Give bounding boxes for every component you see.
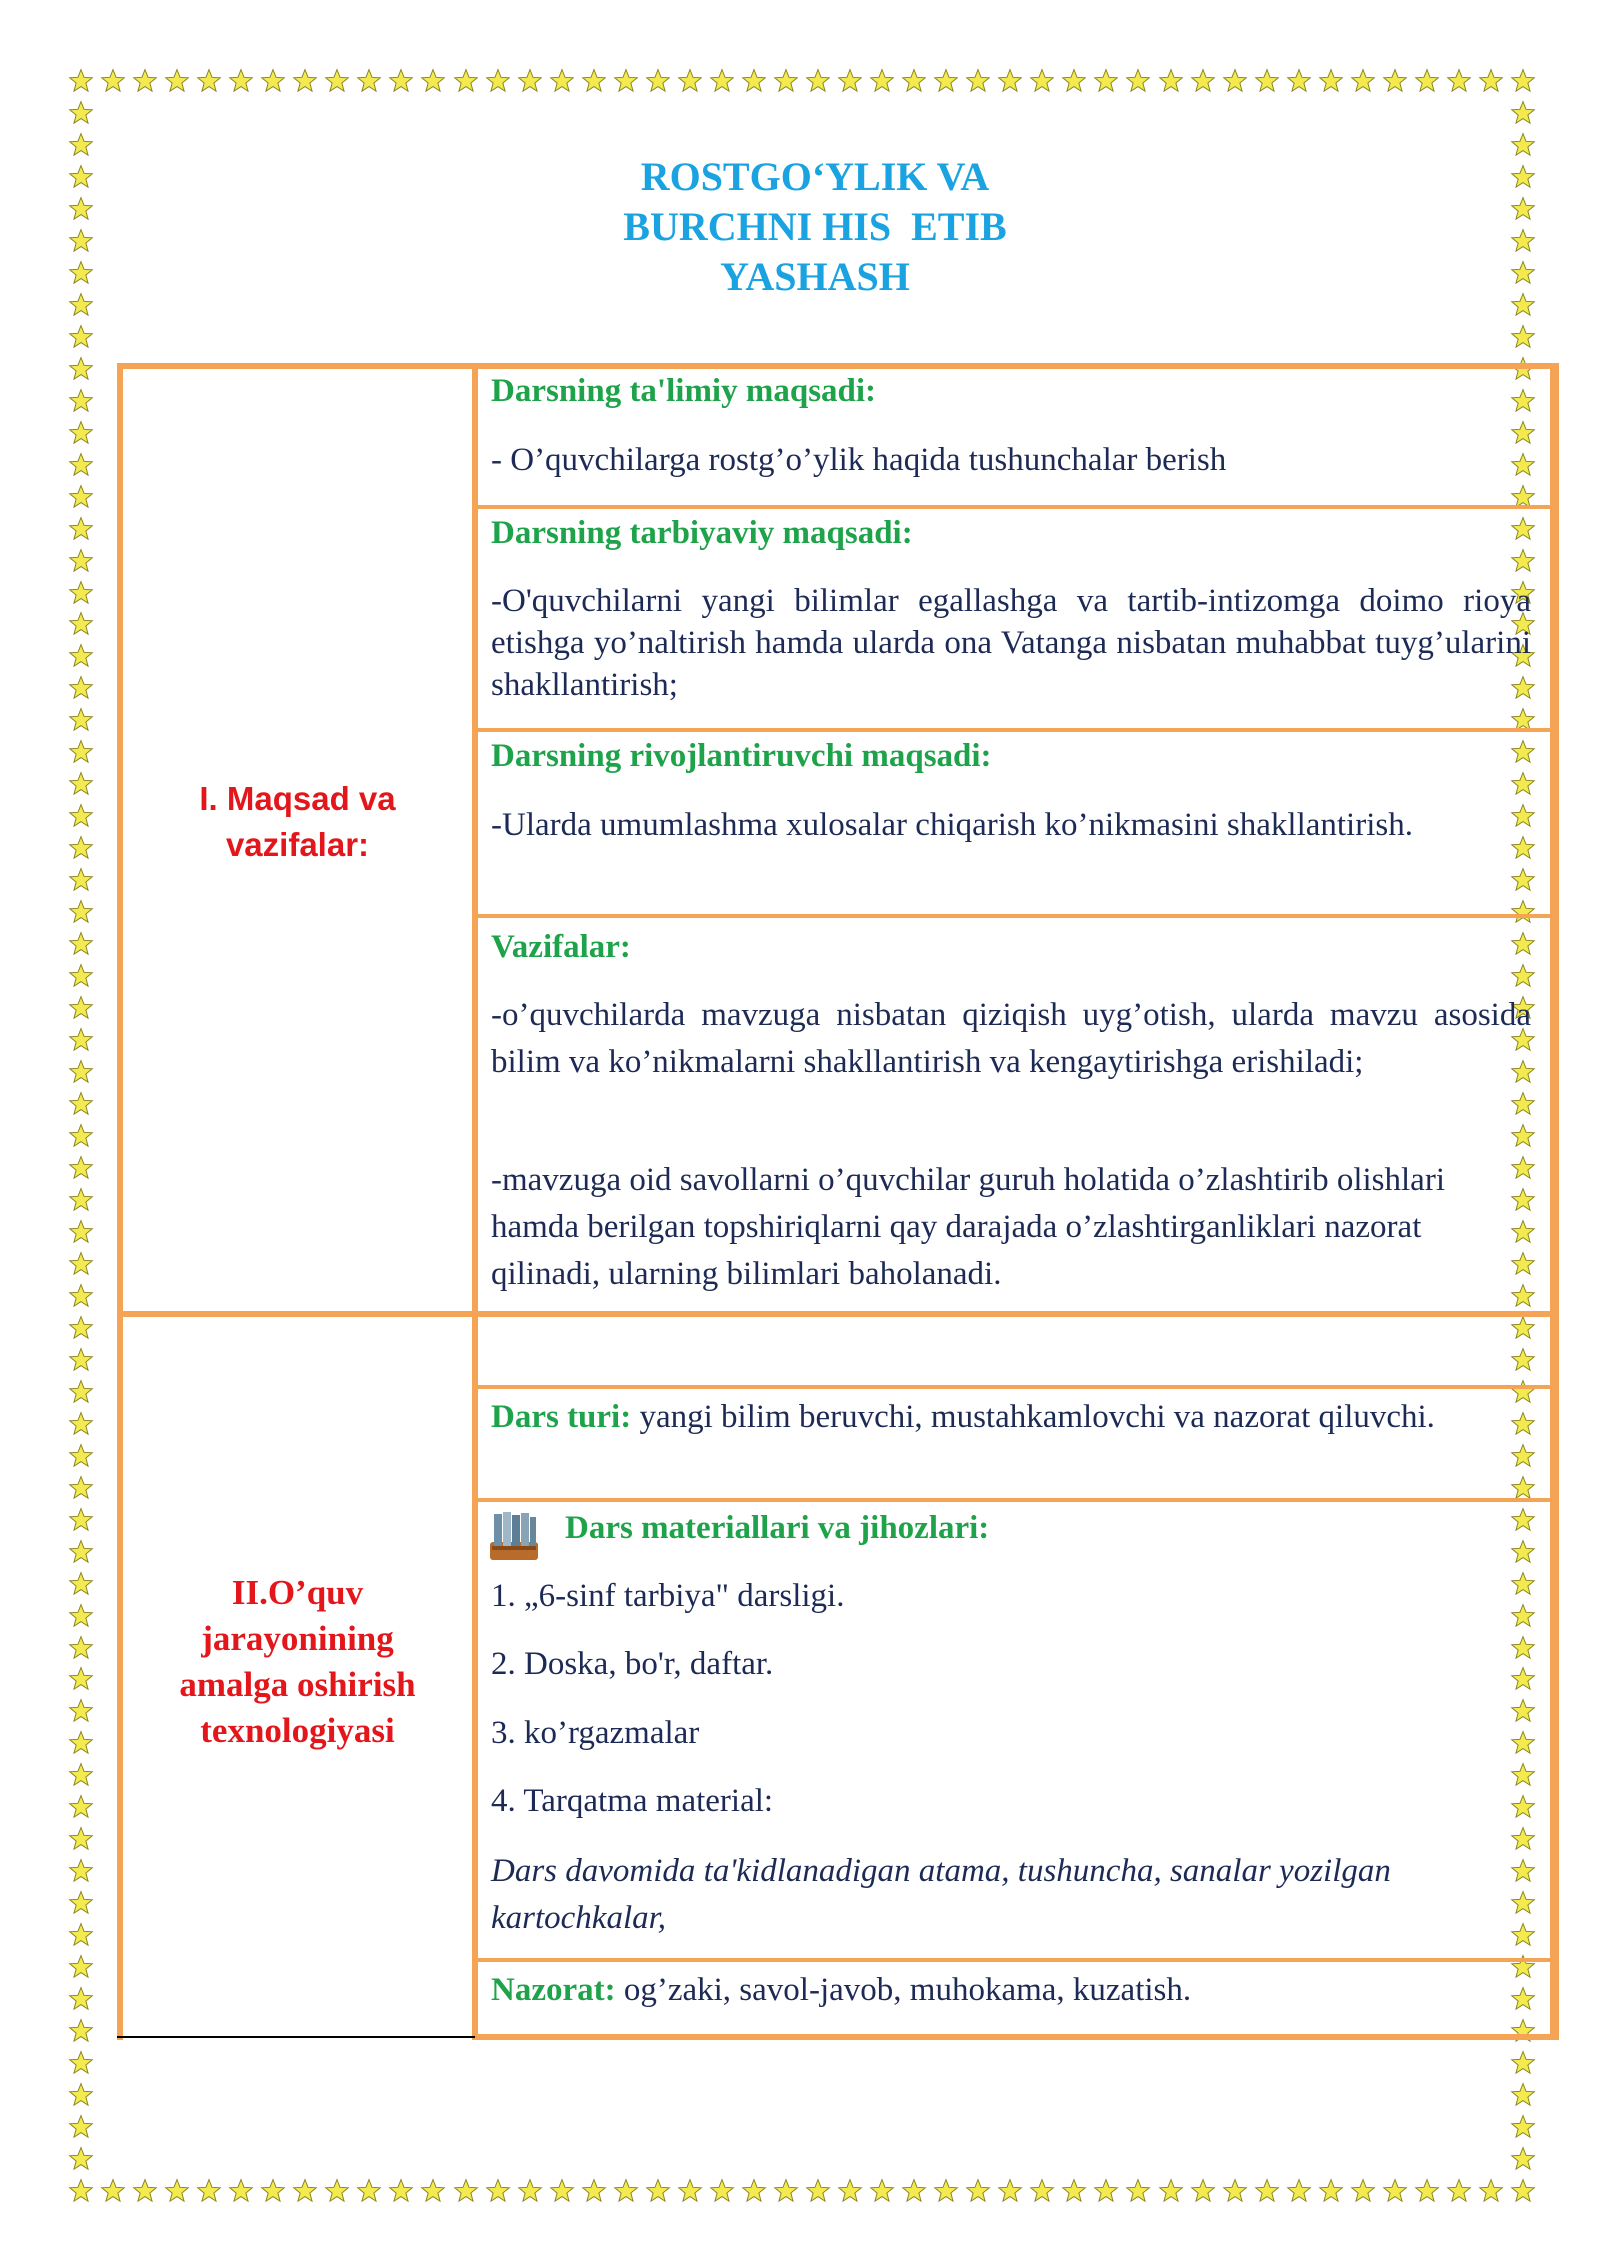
star-icon [68, 1794, 94, 1820]
star-icon [164, 68, 190, 94]
star-icon [68, 2082, 94, 2108]
star-icon [68, 1315, 94, 1341]
star-icon [68, 420, 94, 446]
star-icon [1478, 68, 1504, 94]
star-icon [68, 1986, 94, 2012]
star-icon [68, 2178, 94, 2204]
document-title [420, 152, 1210, 302]
star-icon [68, 2018, 94, 2044]
materials-item: 2. Doska, bo'r, daftar. [491, 1646, 774, 1682]
star-icon [68, 867, 94, 893]
title-line: ROSTGO‘YLIK VA [640, 154, 990, 199]
star-icon [68, 1890, 94, 1916]
star-icon [1254, 2178, 1280, 2204]
star-icon [1446, 68, 1472, 94]
star-icon [228, 2178, 254, 2204]
star-icon [1510, 228, 1536, 254]
star-icon [68, 1507, 94, 1533]
star-icon [68, 292, 94, 318]
star-icon [997, 68, 1023, 94]
label-line: jarayonining [201, 1619, 394, 1658]
star-icon [420, 2178, 446, 2204]
star-icon [933, 2178, 959, 2204]
tarbiyaviy-text: -O'quvchilarni yangi bilimlar egallashga va tartib-intizomga doimo rioya etishga yo’naltirish hamda ularda ona Vatanga nisbatan muhabbat tuyg’ularini shakllantirish; [491, 583, 1531, 703]
title-line: BURCHNI HIS ETIB [623, 204, 1007, 249]
table-column-divider [472, 363, 478, 2040]
star-icon [1350, 2178, 1376, 2204]
star-icon [68, 931, 94, 957]
star-icon [68, 260, 94, 286]
star-icon [1414, 68, 1440, 94]
star-icon [1510, 324, 1536, 350]
star-icon [1510, 771, 1536, 797]
star-icon [68, 1571, 94, 1597]
star-icon [356, 68, 382, 94]
row-divider [472, 505, 1559, 509]
star-icon [68, 707, 94, 733]
title-line: YASHASH [720, 254, 910, 299]
star-icon [196, 2178, 222, 2204]
star-icon [420, 68, 446, 94]
section-label-maqsad [123, 776, 472, 868]
star-icon [1414, 2178, 1440, 2204]
star-icon [1510, 132, 1536, 158]
star-icon [805, 68, 831, 94]
star-icon [68, 675, 94, 701]
star-icon [1510, 2018, 1536, 2044]
star-icon [837, 2178, 863, 2204]
star-icon [68, 1379, 94, 1405]
star-icon [68, 68, 94, 94]
star-icon [677, 2178, 703, 2204]
star-icon [68, 1091, 94, 1117]
star-icon [1510, 2114, 1536, 2140]
star-icon [709, 68, 735, 94]
star-icon [1382, 68, 1408, 94]
star-icon [68, 1826, 94, 1852]
materials-italic-note: Dars davomida ta'kidlanadigan atama, tushuncha, sanalar yozilgan kartochkalar, [491, 1853, 1391, 1936]
rivoj-heading: Darsning rivojlantiruvchi maqsadi: [491, 738, 992, 774]
star-icon [709, 2178, 735, 2204]
star-icon [68, 324, 94, 350]
star-icon [1286, 68, 1312, 94]
star-icon [100, 2178, 126, 2204]
dars-turi [491, 1395, 1531, 1439]
star-icon [260, 2178, 286, 2204]
star-icon [1510, 2146, 1536, 2172]
materials-item: 3. ko’rgazmalar [491, 1715, 700, 1751]
star-icon [292, 68, 318, 94]
star-icon [68, 1251, 94, 1277]
star-icon [68, 995, 94, 1021]
star-icon [1510, 1091, 1536, 1117]
row-divider [472, 1498, 1559, 1502]
star-icon [1510, 516, 1536, 542]
star-icon [292, 2178, 318, 2204]
star-icon [581, 2178, 607, 2204]
vazifalar-text-1: -o’quvchilarda mavzuga nisbatan qiziqish uyg’otish, ularda mavzu asosida bilim va ko’nikmalarni shakllantirish va kengaytirishga erishiladi; [491, 997, 1531, 1080]
label-line: vazifalar: [225, 826, 370, 863]
table-border-right [1550, 363, 1559, 2040]
star-icon [1510, 68, 1536, 94]
star-icon [68, 388, 94, 414]
row-divider [472, 1385, 1559, 1389]
materials-heading: Dars materiallari va jihozlari: [565, 1510, 990, 1546]
star-icon [68, 1155, 94, 1181]
star-icon [1125, 2178, 1151, 2204]
star-icon [68, 1347, 94, 1373]
star-icon [1510, 2082, 1536, 2108]
star-icon [1029, 68, 1055, 94]
star-icon [645, 68, 671, 94]
star-icon [1510, 931, 1536, 957]
star-icon [1190, 68, 1216, 94]
label-line: texnologiyasi [200, 1711, 395, 1750]
star-icon [581, 68, 607, 94]
vazifalar-text-2: -mavzuga oid savollarni o’quvchilar guruh holatida o’zlashtirib olishlari hamda berilgan topshiriqlarni qay darajada o’zlashtirganliklari nazorat qilinadi, ularning bilimlari baholanadi. [491, 1162, 1445, 1292]
star-icon [68, 771, 94, 797]
star-icon [68, 548, 94, 574]
star-icon [388, 68, 414, 94]
star-icon [100, 68, 126, 94]
star-icon [1029, 2178, 1055, 2204]
star-icon [324, 2178, 350, 2204]
star-icon [260, 68, 286, 94]
star-icon [485, 68, 511, 94]
star-icon [1318, 2178, 1344, 2204]
star-icon [773, 68, 799, 94]
star-icon [1510, 292, 1536, 318]
star-icon [1510, 2178, 1536, 2204]
star-icon [68, 2050, 94, 2076]
nazorat-heading: Nazorat: [491, 1972, 616, 2008]
star-icon [68, 1411, 94, 1437]
materials-item: 4. Tarqatma material: [491, 1783, 774, 1819]
star-icon [356, 2178, 382, 2204]
star-icon [773, 2178, 799, 2204]
row-divider [472, 728, 1559, 732]
nazorat-text: og’zaki, savol-javob, muhokama, kuzatish. [615, 1972, 1192, 2008]
star-icon [1510, 1123, 1536, 1149]
star-icon [549, 68, 575, 94]
star-icon [1061, 2178, 1087, 2204]
star-icon [453, 68, 479, 94]
talimiy-text: - O’quvchilarga rostg’o’ylik haqida tushunchalar berish [491, 442, 1227, 478]
star-icon [1510, 196, 1536, 222]
star-icon [1222, 2178, 1248, 2204]
star-icon [453, 2178, 479, 2204]
star-icon [132, 68, 158, 94]
star-icon [677, 68, 703, 94]
star-icon [869, 2178, 895, 2204]
star-icon [837, 68, 863, 94]
star-icon [517, 68, 543, 94]
star-icon [901, 2178, 927, 2204]
rivoj-text: -Ularda umumlashma xulosalar chiqarish ko’nikmasini shakllantirish. [491, 807, 1413, 843]
star-icon [68, 1539, 94, 1565]
star-icon [1318, 68, 1344, 94]
star-icon [68, 164, 94, 190]
star-icon [68, 835, 94, 861]
star-icon [901, 68, 927, 94]
star-icon [869, 68, 895, 94]
star-icon [741, 68, 767, 94]
star-icon [1510, 2050, 1536, 2076]
star-icon [1190, 2178, 1216, 2204]
row-divider [472, 914, 1559, 918]
star-icon [68, 196, 94, 222]
star-icon [965, 2178, 991, 2204]
star-icon [1510, 1539, 1536, 1565]
star-icon [68, 1922, 94, 1948]
label-line: amalga oshirish [179, 1665, 416, 1704]
label-line: I. Maqsad va [199, 780, 396, 817]
star-icon [1061, 68, 1087, 94]
star-icon [1510, 899, 1536, 925]
vazifalar-heading: Vazifalar: [491, 929, 631, 965]
nazorat [491, 1968, 1531, 2012]
star-icon [1510, 1315, 1536, 1341]
section-label-texnologiya [123, 1570, 472, 1754]
star-icon [68, 899, 94, 925]
star-icon [68, 1635, 94, 1661]
star-icon [132, 2178, 158, 2204]
star-icon [1510, 100, 1536, 126]
star-icon [68, 963, 94, 989]
star-icon [1093, 2178, 1119, 2204]
star-icon [1510, 867, 1536, 893]
star-icon [933, 68, 959, 94]
star-icon [68, 1123, 94, 1149]
star-icon [549, 2178, 575, 2204]
star-icon [68, 1475, 94, 1501]
star-icon [68, 356, 94, 382]
star-icon [1510, 1507, 1536, 1533]
star-icon [1158, 2178, 1184, 2204]
star-icon [68, 1603, 94, 1629]
label-line: II.O’quv [231, 1573, 364, 1612]
star-icon [517, 2178, 543, 2204]
star-icon [1382, 2178, 1408, 2204]
star-icon [1125, 68, 1151, 94]
star-icon [1478, 2178, 1504, 2204]
star-icon [68, 516, 94, 542]
star-icon [68, 1283, 94, 1309]
star-icon [68, 1954, 94, 1980]
star-icon [645, 2178, 671, 2204]
star-icon [1158, 68, 1184, 94]
star-icon [1222, 68, 1248, 94]
star-icon [68, 739, 94, 765]
books-icon [486, 1508, 542, 1564]
row-divider [472, 1958, 1559, 1962]
star-icon [1510, 260, 1536, 286]
star-icon [228, 68, 254, 94]
star-icon [805, 2178, 831, 2204]
star-icon [388, 2178, 414, 2204]
talimiy-heading: Darsning ta'limiy maqsadi: [491, 373, 877, 409]
star-icon [1510, 548, 1536, 574]
star-icon [741, 2178, 767, 2204]
star-icon [1510, 739, 1536, 765]
star-icon [68, 1059, 94, 1085]
star-icon [997, 2178, 1023, 2204]
star-icon [68, 1730, 94, 1756]
section-divider [117, 1311, 1559, 1317]
star-icon [68, 2114, 94, 2140]
materials-item: 1. „6-sinf tarbiya" darsligi. [491, 1578, 845, 1614]
star-icon [68, 1027, 94, 1053]
tarbiyaviy-heading: Darsning tarbiyaviy maqsadi: [491, 515, 913, 551]
table-border-bottom [472, 2034, 1559, 2040]
star-icon [1510, 1443, 1536, 1469]
star-icon [68, 452, 94, 478]
star-icon [1510, 963, 1536, 989]
star-icon [68, 643, 94, 669]
star-icon [196, 68, 222, 94]
star-icon [68, 1698, 94, 1724]
star-icon [1093, 68, 1119, 94]
star-icon [485, 2178, 511, 2204]
star-icon [68, 1443, 94, 1469]
star-icon [68, 1219, 94, 1245]
star-icon [68, 1858, 94, 1884]
star-icon [68, 1187, 94, 1213]
star-icon [68, 611, 94, 637]
star-icon [324, 68, 350, 94]
star-icon [1254, 68, 1280, 94]
star-icon [1350, 68, 1376, 94]
star-icon [68, 580, 94, 606]
star-icon [1510, 164, 1536, 190]
star-icon [965, 68, 991, 94]
star-icon [613, 2178, 639, 2204]
dars-turi-text: yangi bilim beruvchi, mustahkamlovchi va nazorat qiluvchi. [631, 1399, 1435, 1435]
star-icon [68, 100, 94, 126]
star-icon [1286, 2178, 1312, 2204]
star-icon [68, 2146, 94, 2172]
table-border-bottom-left [117, 2036, 475, 2038]
star-icon [68, 1762, 94, 1788]
star-icon [68, 1666, 94, 1692]
star-icon [1446, 2178, 1472, 2204]
star-icon [68, 803, 94, 829]
star-icon [1510, 1347, 1536, 1373]
star-icon [164, 2178, 190, 2204]
star-icon [68, 228, 94, 254]
star-icon [68, 132, 94, 158]
star-icon [1510, 388, 1536, 414]
star-icon [68, 484, 94, 510]
dars-turi-heading: Dars turi: [491, 1399, 632, 1435]
star-icon [1510, 1475, 1536, 1501]
star-icon [613, 68, 639, 94]
table-border-left [117, 363, 123, 2040]
